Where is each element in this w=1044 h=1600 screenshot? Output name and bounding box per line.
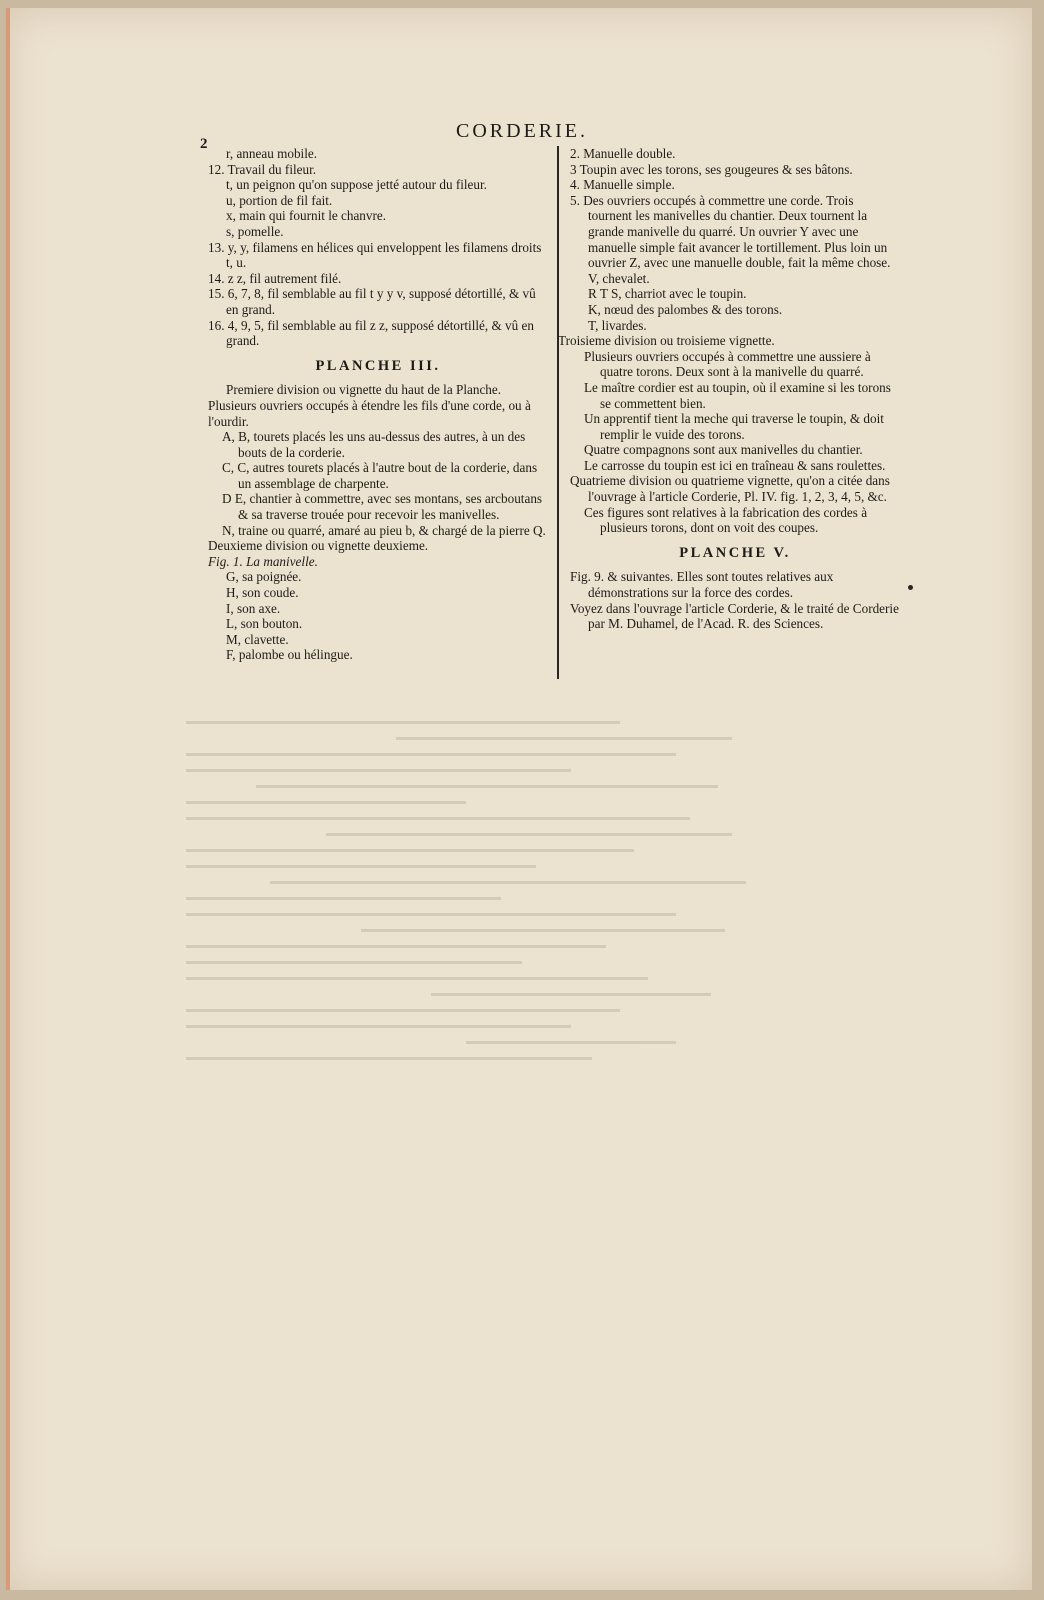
left-column [208, 146, 548, 663]
figure-item: 13. y, y, filamens en hélices qui enveloppent les filamens droits t, u. [208, 239, 542, 271]
plate-item: C, C, autres tourets placés à l'autre bout de la corderie, dans un assemblage de charpente. [222, 460, 538, 491]
plate-item: N, traine ou quarré, amaré au pieu b, & chargé de la pierre Q. [222, 522, 546, 538]
figure-item: 5. Des ouvriers occupés à commettre une corde. Trois tournent les manivelles du chantier. Deux tournent la grande manivelle du quarré. Un ouvrier Y avec une manuelle simple fait avancer le tortillement. Plus loin un ouvrier Z, avec une manuelle double, fait la même chose. [570, 192, 891, 271]
plate-item: D E, chantier à commettre, avec ses montans, ses arcboutans & sa traverse trouée pour recevoir les manivelles. [222, 491, 543, 523]
text-line: u, portion de fil fait. [226, 192, 333, 208]
text-line: Quatrieme division ou quatrieme vignette, qu'on a citée dans l'ouvrage à l'article Corderie, Pl. IV. fig. 1, 2, 3, 4, 5, &c. [570, 473, 890, 505]
page-title: CORDERIE. [456, 120, 588, 142]
figure-item: 14. z z, fil autrement filé. [208, 270, 342, 286]
text-line: L, son bouton. [226, 616, 303, 632]
text-line: T, livardes. [588, 317, 647, 333]
text-line: H, son coude. [226, 585, 299, 601]
text-line: K, nœud des palombes & des torons. [588, 301, 783, 317]
text-line: 3 Toupin avec les torons, ses gougeures & ses bâtons. [570, 161, 853, 177]
text-line: Ces figures sont relatives à la fabrication des cordes à plusieurs torons, dont on voit des coupes. [584, 504, 868, 536]
plate-item: Quatre compagnons sont aux manivelles du chantier. [584, 442, 863, 458]
text-line: s, pomelle. [226, 223, 284, 239]
plate-item: Le maître cordier est au toupin, où il examine si les torons se commettent bien. [584, 379, 891, 411]
text-line: F, palombe ou hélingue. [226, 647, 353, 663]
figure-caption: Fig. 1. La manivelle. [208, 553, 318, 569]
text-line: r, anneau mobile. [226, 146, 318, 161]
text-line: Premiere division ou vignette du haut de la Planche. [226, 382, 502, 398]
plate-item: Le carrosse du toupin est ici en traîneau & sans roulettes. [584, 457, 886, 473]
text-line: Voyez dans l'ouvrage l'article Corderie, & le traité de Corderie par M. Duhamel, de l'Acad. R. des Sciences. [570, 600, 899, 632]
text-line: 4. Manuelle simple. [570, 177, 675, 193]
text-line: x, main qui fournit le chanvre. [226, 208, 387, 224]
figure-caption: Fig. 9. & suivantes. Elles sont toutes relatives aux démonstrations sur la force des cordes. [570, 569, 834, 601]
text-line: 2. Manuelle double. [570, 146, 676, 161]
text-line: M, clavette. [226, 631, 289, 647]
section-heading-planche-iii: PLANCHE III. [315, 357, 441, 374]
page-number: 2 [200, 136, 208, 152]
text-line: Plusieurs ouvriers occupés à étendre les fils d'une corde, ou à l'ourdir. [208, 397, 531, 429]
plate-item: A, B, tourets placés les uns au-dessus des autres, à un des bouts de la corderie. [222, 429, 526, 460]
text-line: G, sa poignée. [226, 569, 302, 585]
text-line: Troisieme division ou troisieme vignette. [558, 333, 775, 349]
plate-item: Un apprentif tient la meche qui traverse le toupin, & doit remplir le vuide des torons. [584, 411, 884, 442]
ink-dot [908, 585, 913, 590]
paper-edge [6, 8, 10, 1590]
figure-item: 15. 6, 7, 8, fil semblable au fil t y y v, supposé détortillé, & vû en grand. [208, 286, 536, 317]
figure-item: 16. 4, 9, 5, fil semblable au fil z z, supposé détortillé, & vû en grand. [208, 317, 534, 349]
right-column [558, 146, 900, 632]
text-line: I, son axe. [226, 600, 281, 616]
text-line: V, chevalet. [588, 270, 650, 286]
column-rule [557, 146, 559, 679]
show-through-text [186, 708, 886, 1328]
text-line: 12. Travail du fileur. [208, 161, 317, 177]
text-line: t, un peignon qu'on suppose jetté autour du fileur. [226, 177, 487, 193]
text-line: R T S, charriot avec le toupin. [588, 286, 747, 302]
section-heading-planche-v: PLANCHE V. [679, 544, 791, 561]
text-line: Deuxieme division ou vignette deuxieme. [208, 538, 429, 554]
plate-item: Plusieurs ouvriers occupés à commettre une aussiere à quatre torons. Deux sont à la manivelle du quarré. [584, 348, 871, 380]
